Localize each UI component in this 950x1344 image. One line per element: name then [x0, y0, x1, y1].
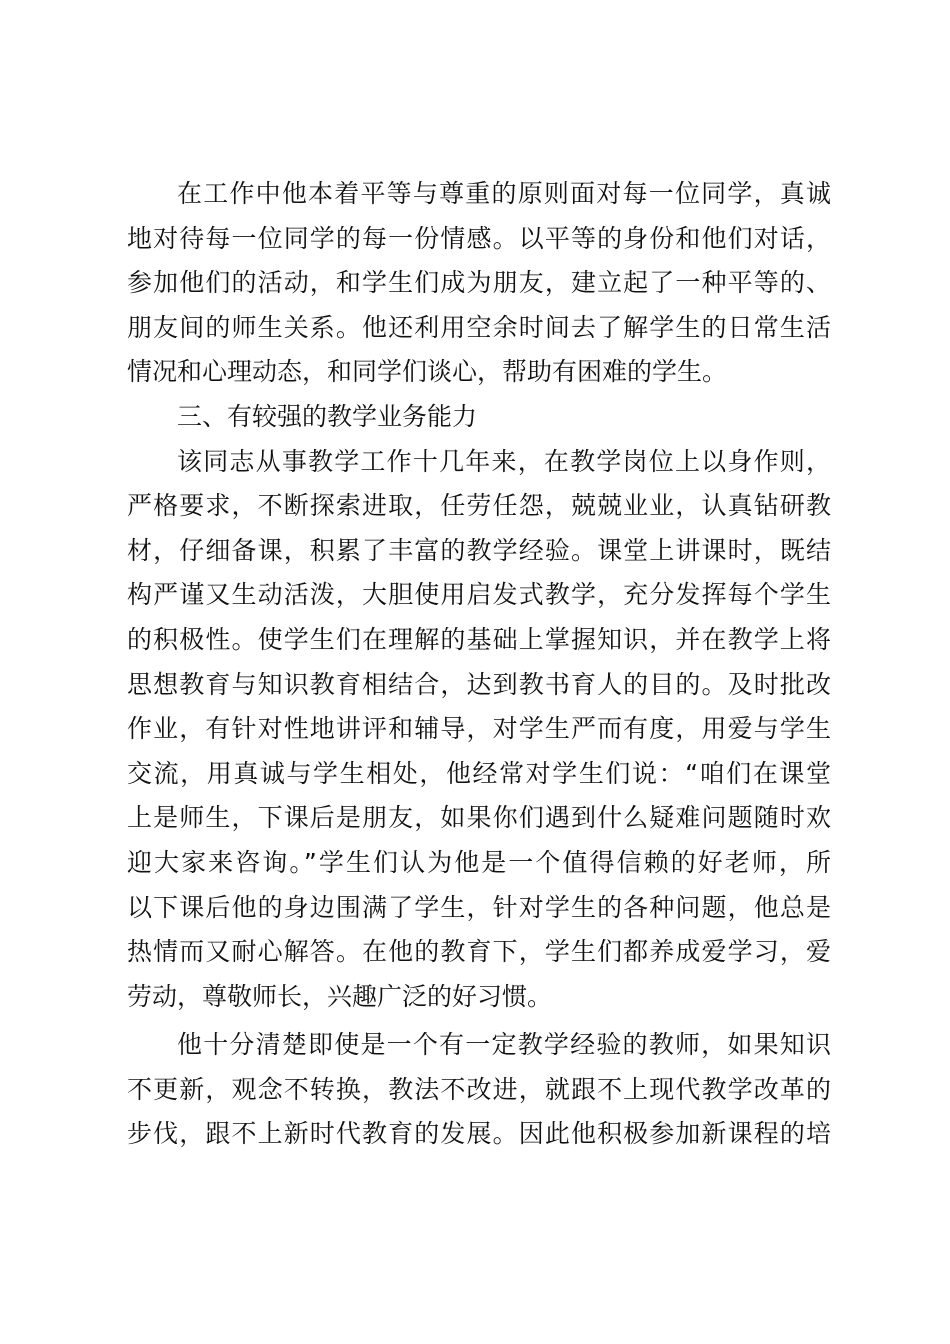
text-line: 热情而又耐心解答。在他的教育下，学生们都养成爱学习，爱: [127, 937, 831, 967]
paragraph: [127, 172, 831, 395]
text-line: 参加他们的活动，和学生们成为朋友，建立起了一种平等的、: [127, 268, 831, 298]
heading-text: 三、有较强的教学业务能力: [177, 401, 478, 431]
section-heading: [127, 395, 831, 440]
text-line: 构严谨又生动活泼，大胆使用启发式教学，充分发挥每个学生: [127, 580, 831, 610]
text-line: 思想教育与知识教育相结合，达到教书育人的目的。及时批改: [127, 669, 831, 699]
text-line: 情况和心理动态，和同学们谈心，帮助有困难的学生。: [127, 357, 728, 387]
text-line: 严格要求，不断探索进取，任劳任怨，兢兢业业，认真钻研教: [127, 491, 831, 521]
paragraph: [127, 440, 831, 1020]
text-line: 地对待每一位同学的每一份情感。以平等的身份和他们对话，: [127, 223, 831, 253]
paragraph: [127, 1023, 831, 1157]
text-line: 作业，有针对性地讲评和辅导，对学生严而有度，用爱与学生: [127, 714, 831, 744]
text-line: 以下课后他的身边围满了学生，针对学生的各种问题，他总是: [127, 892, 831, 922]
text-line: 迎大家来咨询。”学生们认为他是一个值得信赖的好老师，所: [127, 847, 831, 877]
text-line: 的积极性。使学生们在理解的基础上掌握知识，并在教学上将: [127, 624, 831, 654]
text-line: 步伐，跟不上新时代教育的发展。因此他积极参加新课程的培: [127, 1119, 831, 1149]
text-line: 不更新，观念不转换，教法不改进，就跟不上现代教学改革的: [127, 1074, 831, 1104]
document-body: [127, 172, 831, 1157]
text-line: 他十分清楚即使是一个有一定教学经验的教师，如果知识: [177, 1030, 831, 1060]
text-line: 在工作中他本着平等与尊重的原则面对每一位同学，真诚: [177, 179, 831, 208]
text-line: 劳动，尊敬师长，兴趣广泛的好习惯。: [127, 981, 553, 1011]
text-line: 朋友间的师生关系。他还利用空余时间去了解学生的日常生活: [127, 312, 831, 342]
text-line: 上是师生，下课后是朋友，如果你们遇到什么疑难问题随时欢: [127, 803, 831, 833]
text-line: 该同志从事教学工作十几年来，在教学岗位上以身作则，: [177, 446, 831, 476]
text-line: 交流，用真诚与学生相处，他经常对学生们说：“咱们在课堂: [127, 758, 831, 788]
text-line: 材，仔细备课，积累了丰富的教学经验。课堂上讲课时，既结: [127, 535, 831, 565]
